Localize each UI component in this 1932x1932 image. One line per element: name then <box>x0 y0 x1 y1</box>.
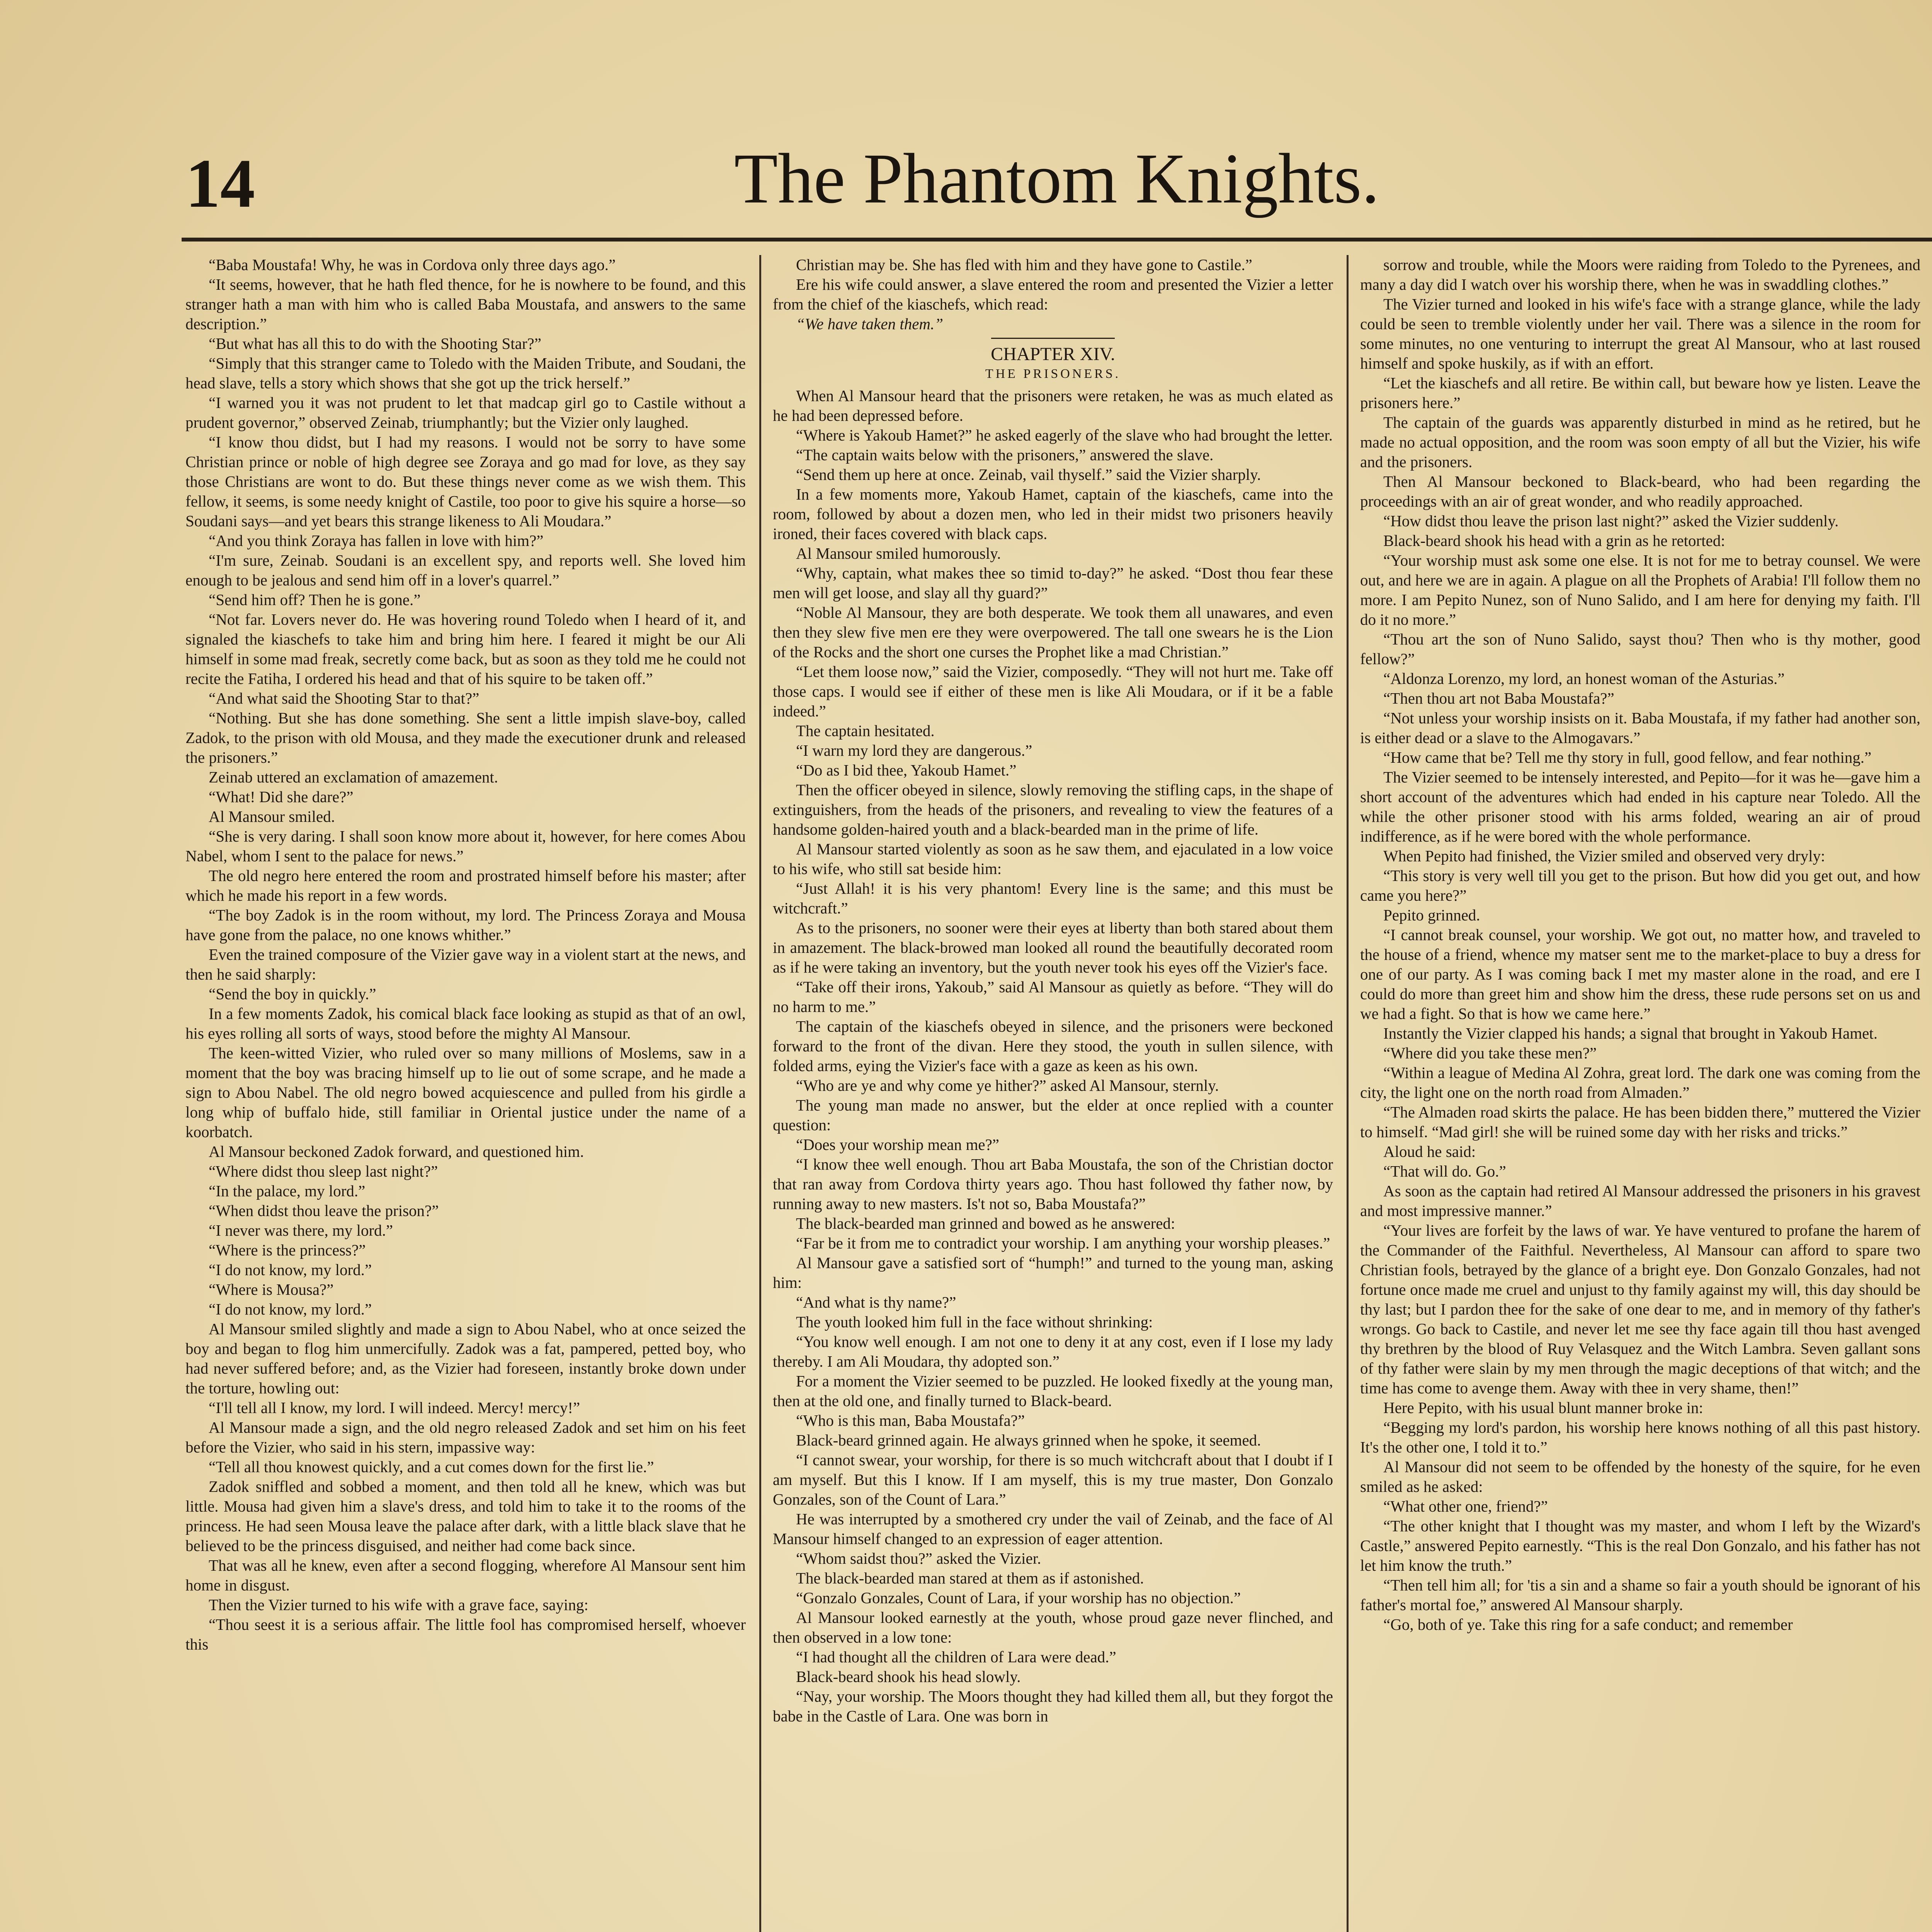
column-2-body-text <box>773 386 1333 1726</box>
paragraph: The black-bearded man stared at them as if astonished. <box>796 1569 1144 1587</box>
paragraph: “Not unless your worship insists on it. Baba Moustafa, if my father had another son, is either dead or a slave to the Almogavars.” <box>1360 709 1920 747</box>
paragraph: Al Mansour started violently as soon as he saw them, and ejaculated in a low voice to his wife, who still sat beside him: <box>773 840 1333 878</box>
paragraph: “Thou art the son of Nuno Salido, sayst thou? Then who is thy mother, good fellow?” <box>1360 630 1920 668</box>
paragraph: For a moment the Vizier seemed to be puzzled. He looked fixedly at the young man, then at the old one, and finally turned to Black-beard. <box>773 1372 1333 1410</box>
paragraph: The Vizier turned and looked in his wife's face with a strange glance, while the lady could be seen to tremble violently under her vail. There was a silence in the room for some minutes, no one venturing to interrupt the great Al Mansour, who at last roused himself and spoke huskily, as if with an effort. <box>1360 295 1920 372</box>
paragraph: “I never was there, my lord.” <box>209 1221 393 1239</box>
paragraph: “I cannot swear, your worship, for there is so much witchcraft about that I doubt if I am myself. But this I know. If I am myself, this is my true master, Don Gonzalo Gonzales, son of the Count of Lara.” <box>773 1451 1333 1508</box>
paragraph: “Let the kiaschefs and all retire. Be within call, but beware how ye listen. Leave the prisoners here.” <box>1360 374 1920 412</box>
paragraph: “How didst thou leave the prison last night?” asked the Vizier suddenly. <box>1383 512 1839 530</box>
paragraph: “Let them loose now,” said the Vizier, composedly. “They will not hurt me. Take off those caps. I would see if either of these men is like Ali Moudara, or if it be a fable indeed.” <box>773 663 1333 720</box>
paragraph: “I warned you it was not prudent to let that madcap girl go to Castile without a prudent governor,” observed Zeinab, triumphantly; but the Vizier only laughed. <box>185 394 746 431</box>
paragraph: “Where did you take these men?” <box>1383 1044 1597 1062</box>
paragraph: Then the officer obeyed in silence, slowly removing the stifling caps, in the shape of extinguishers, from the heads of the prisoners, and revealing to view the features of a handsome golden-haired youth and a black-bearded man in the prime of life. <box>773 781 1333 838</box>
paragraph: The youth looked him full in the face without shrinking: <box>796 1313 1153 1331</box>
paragraph: sorrow and trouble, while the Moors were raiding from Toledo to the Pyrenees, and many a day did I watch over his worship there, when he was in swaddling clothes.” <box>1360 256 1920 293</box>
paragraph: The black-bearded man grinned and bowed as he answered: <box>796 1214 1175 1232</box>
text-column-2 <box>773 255 1333 1932</box>
paragraph: “Nay, your worship. The Moors thought they had killed them all, but they forgot the babe in the Castle of Lara. One was born in <box>773 1687 1333 1725</box>
paragraph: “Simply that this stranger came to Toledo with the Maiden Tribute, and Soudani, the head slave, tells a story which shows that she got up the trick herself.” <box>185 354 746 392</box>
text-column-3 <box>1360 255 1920 1932</box>
paragraph: “I do not know, my lord.” <box>209 1261 372 1279</box>
paragraph: “I know thou didst, but I had my reasons. I would not be sorry to have some Christian prince or noble of high degree see Zoraya and go mad for love, as they say those Christians are wont to do. But these things never come as we wish them. This fellow, it seems, is some needy knight of Castile, too poor to give his squire a horse—so Soudani says—and yet bears this strange likeness to Ali Moudara.” <box>185 433 746 530</box>
paragraph: “Aldonza Lorenzo, my lord, an honest woman of the Asturias.” <box>1383 670 1785 687</box>
paragraph: “Take off their irons, Yakoub,” said Al Mansour as quietly as before. “They will do no harm to me.” <box>773 978 1333 1015</box>
paragraph: Al Mansour looked earnestly at the youth, whose proud gaze never flinched, and then observed in a low tone: <box>773 1609 1333 1646</box>
paragraph: “Whom saidst thou?” asked the Vizier. <box>796 1549 1041 1567</box>
paragraph: The old negro here entered the room and prostrated himself before his master; after which he made his report in a few words. <box>185 867 746 904</box>
paragraph: When Pepito had finished, the Vizier smiled and observed very dryly: <box>1383 847 1825 865</box>
paragraph: Ere his wife could answer, a slave entered the room and presented the Vizier a letter from the chief of the kiaschefs, which read: <box>773 276 1333 313</box>
chapter-rule <box>991 338 1115 339</box>
paragraph: Pepito grinned. <box>1383 906 1480 924</box>
paragraph: “Within a league of Medina Al Zohra, great lord. The dark one was coming from the city, the light one on the north road from Almaden.” <box>1360 1064 1920 1101</box>
paragraph: “She is very daring. I shall soon know more about it, however, for here comes Abou Nabel, whom I sent to the palace for news.” <box>185 827 746 865</box>
paragraph: Black-beard grinned again. He always grinned when he spoke, it seemed. <box>796 1431 1261 1449</box>
chapter-number: CHAPTER XIV. <box>991 344 1115 364</box>
paragraph: Even the trained composure of the Vizier gave way in a violent start at the news, and then he said sharply: <box>185 946 746 983</box>
paragraph: “Baba Moustafa! Why, he was in Cordova only three days ago.” <box>209 256 616 274</box>
paragraph: “I'll tell all I know, my lord. I will indeed. Mercy! mercy!” <box>209 1399 580 1417</box>
paragraph: “Send him off? Then he is gone.” <box>209 591 421 609</box>
paragraph: “The Almaden road skirts the palace. He has been bidden there,” muttered the Vizier to himself. “Mad girl! she will be ruined some day with her risks and tricks.” <box>1360 1103 1920 1141</box>
paragraph: “Where is Yakoub Hamet?” he asked eagerly of the slave who had brought the letter. <box>796 426 1333 444</box>
paragraph: Al Mansour smiled. <box>209 808 335 825</box>
paragraph: Zadok sniffled and sobbed a moment, and then told all he knew, which was but little. Mousa had given him a slave's dress, and told him to take it to the rooms of the princess. He had seen Mousa leave the palace after dark, with a little black slave that he believed to be the princess disguised, and neither had come back since. <box>185 1478 746 1554</box>
paragraph: “Where is the princess?” <box>209 1241 366 1259</box>
paragraph: “You know well enough. I am not one to deny it at any cost, even if I lose my lady thereby. I am Ali Moudara, thy adopted son.” <box>773 1333 1333 1370</box>
paragraph: Al Mansour did not seem to be offended by the honesty of the squire, for he even smiled as he asked: <box>1360 1458 1920 1495</box>
paragraph: The captain hesitated. <box>796 722 935 740</box>
paragraph: “Send the boy in quickly.” <box>209 985 376 1003</box>
paragraph: “Nothing. But she has done something. She sent a little impish slave-boy, called Zadok, to the prison with old Mousa, and they made the executioner drunk and released the prisoners.” <box>185 709 746 766</box>
paragraph: The keen-witted Vizier, who ruled over so many millions of Moslems, saw in a moment that the boy was bracing himself up to lie out of some scrape, and he made a sign to Abou Nabel. The old negro bowed acquiescence and pulled from his girdle a long whip of buffalo hide, still familiar in Oriental justice under the name of a koorbatch. <box>185 1044 746 1141</box>
paragraph: Aloud he said: <box>1383 1143 1476 1160</box>
paragraph: Al Mansour smiled slightly and made a sign to Abou Nabel, who at once seized the boy and began to flog him unmercifully. Zadok was a fat, pampered, petted boy, who had never suffered before; and, as the Vizier had foreseen, instantly broke down under the torture, howling out: <box>185 1320 746 1397</box>
paragraph: “Who are ye and why come ye hither?” asked Al Mansour, sternly. <box>796 1077 1219 1094</box>
paragraph: “And what is thy name?” <box>796 1293 956 1311</box>
paragraph: “The captain waits below with the prisoners,” answered the slave. <box>796 446 1214 464</box>
paragraph: “The boy Zadok is in the room without, my lord. The Princess Zoraya and Mousa have gone from the palace, no one knows whither.” <box>185 906 746 944</box>
paragraph: He was interrupted by a smothered cry under the vail of Zeinab, and the face of Al Mansour himself changed to an expression of eager attention. <box>773 1510 1333 1548</box>
paragraph: Black-beard shook his head with a grin as he retorted: <box>1383 532 1725 549</box>
paragraph: The captain of the kiaschefs obeyed in silence, and the prisoners were beckoned forward to the front of the divan. Here they stood, the youth in sullen silence, with folded arms, eying the Vizier's face with a gaze as keen as his own. <box>773 1017 1333 1075</box>
paragraph: “Then thou art not Baba Moustafa?” <box>1383 689 1614 707</box>
paragraph: “I cannot break counsel, your worship. We got out, no matter how, and traveled to the house of a friend, whence my matser sent me to the market-place to buy a dress for one of our party. As I was coming back I met my master alone in the road, and ere I could do more than greet him and show him the dress, these rude persons set on us and we had a fight. So that is how we came here.” <box>1360 926 1920 1022</box>
paragraph: “Begging my lord's pardon, his worship here knows nothing of all this past history. It's the other one, I told it to.” <box>1360 1418 1920 1456</box>
paragraph: The young man made no answer, but the elder at once replied with a counter question: <box>773 1096 1333 1134</box>
paragraph: “It seems, however, that he hath fled thence, for he is nowhere to be found, and this stranger hath a man with him who is called Baba Moustafa, and answers to the same description.” <box>185 276 746 333</box>
paragraph: “Why, captain, what makes thee so timid to-day?” he asked. “Dost thou fear these men will get loose, and slay all thy guard?” <box>773 564 1333 602</box>
paragraph: “And what said the Shooting Star to that?” <box>209 689 480 707</box>
letter-text: “We have taken them.” <box>796 315 944 333</box>
paragraph: Al Mansour smiled humorously. <box>796 544 1001 562</box>
paragraph: As to the prisoners, no sooner were their eyes at liberty than both stared about them in amazement. The black-browed man looked all round the beautifully decorated room as if he were taking an inventory, but the youth never took his eyes off the Vizier's face. <box>773 919 1333 976</box>
paragraph: “Do as I bid thee, Yakoub Hamet.” <box>796 761 1017 779</box>
paragraph: “Where is Mousa?” <box>209 1281 334 1298</box>
page-number: 14 <box>185 145 255 222</box>
paragraph: Then Al Mansour beckoned to Black-beard, who had been regarding the proceedings with an air of great wonder, and who readily approached. <box>1360 473 1920 510</box>
paragraph: Al Mansour made a sign, and the old negro released Zadok and set him on his feet before the Vizier, who said in his stern, impassive way: <box>185 1418 746 1456</box>
paragraph: Zeinab uttered an exclamation of amazement. <box>209 768 498 786</box>
paragraph: “Gonzalo Gonzales, Count of Lara, if your worship has no objection.” <box>796 1589 1241 1607</box>
paragraph: Black-beard shook his head slowly. <box>796 1668 1021 1685</box>
paragraph: “Thou seest it is a serious affair. The little fool has compromised herself, whoever this <box>185 1616 746 1653</box>
paragraph: Then the Vizier turned to his wife with a grave face, saying: <box>209 1596 588 1614</box>
paragraph: “Just Allah! it is his very phantom! Every line is the same; and this must be witchcraft.” <box>773 879 1333 917</box>
running-head-title: The Phantom Knights. <box>734 139 1380 218</box>
column-2-top-text <box>773 255 1333 314</box>
paragraph: “How came that be? Tell me thy story in full, good fellow, and fear nothing.” <box>1383 748 1872 766</box>
paragraph: The captain of the guards was apparently disturbed in mind as he retired, but he made no actual opposition, and the room was soon empty of all but the Vizier, his wife and the prisoners. <box>1360 413 1920 471</box>
paragraph: “I had thought all the children of Lara were dead.” <box>796 1648 1116 1666</box>
paragraph: Christian may be. She has fled with him and they have gone to Castile.” <box>796 256 1252 274</box>
paragraph: Al Mansour gave a satisfied sort of “humph!” and turned to the young man, asking him: <box>773 1254 1333 1291</box>
paragraph: “Where didst thou sleep last night?” <box>209 1162 438 1180</box>
paragraph: “Then tell him all; for 'tis a sin and a shame so fair a youth should be ignorant of his father's mortal foe,” answered Al Mansour sharply. <box>1360 1576 1920 1614</box>
column-divider <box>759 255 761 1932</box>
paragraph: “Does your worship mean me?” <box>796 1136 999 1153</box>
paragraph: “Your lives are forfeit by the laws of war. Ye have ventured to profane the harem of the Commander of the Faithful. Nevertheless, Al Mansour can afford to spare two Christian fools, betrayed by the glance of a bright eye. Don Gonzalo Gonzales, had not fortune once made me cruel and unjust to thy family against my will, this day should be thy last; but I pardon thee for the sake of one dear to me, and in memory of thy father's wrongs. Go back to Castile, and never let me see thy face again till thou hast avenged thy brethren by the blood of Ruy Velasquez and the Witch Lambra. Seven gallant sons of thy father were slain by my men through the magic deceptions of that witch; and the time has come to avenge them. Away with thee in very shame, then!” <box>1360 1221 1920 1397</box>
paragraph: Here Pepito, with his usual blunt manner broke in: <box>1383 1399 1703 1417</box>
chapter-title: THE PRISONERS. <box>985 367 1121 381</box>
paragraph: “I know thee well enough. Thou art Baba Moustafa, the son of the Christian doctor that ran away from Cordova thirty years ago. Thou hast followed thy father now, by running away to new masters. Is't not so, Baba Moustafa?” <box>773 1155 1333 1213</box>
text-column-1 <box>185 255 746 1932</box>
paragraph: “That will do. Go.” <box>1383 1162 1506 1180</box>
paragraph: “I'm sure, Zeinab. Soudani is an excellent spy, and reports well. She loved him enough to be jealous and send him off in a lover's quarrel.” <box>185 551 746 589</box>
paragraph: “Who is this man, Baba Moustafa?” <box>796 1412 1025 1429</box>
paragraph: “The other knight that I thought was my master, and whom I left by the Wizard's Castle,” answered Pepito earnestly. “This is the real Don Gonzalo, and his father has not let him know the truth.” <box>1360 1517 1920 1574</box>
paragraph: “When didst thou leave the prison?” <box>209 1202 439 1219</box>
header-rule <box>182 238 1932 242</box>
paragraph: “This story is very well till you get to the prison. But how did you get out, and how came you here?” <box>1360 867 1920 904</box>
paragraph: “What! Did she dare?” <box>209 788 354 806</box>
paragraph: As soon as the captain had retired Al Mansour addressed the prisoners in his gravest and most impressive manner.” <box>1360 1182 1920 1219</box>
paragraph: “What other one, friend?” <box>1383 1497 1548 1515</box>
paragraph: “Far be it from me to contradict your worship. I am anything your worship pleases.” <box>796 1234 1330 1252</box>
paragraph: “Your worship must ask some one else. It is not for me to betray counsel. We were out, and here we are in again. A plague on all the Prophets of Arabia! I'll follow them no more. I am Pepito Nunez, son of Nuno Salido, and I am here for denying my faith. I'll do it no more.” <box>1360 551 1920 628</box>
paragraph: Instantly the Vizier clapped his hands; a signal that brought in Yakoub Hamet. <box>1383 1024 1878 1042</box>
paragraph: “Not far. Lovers never do. He was hovering round Toledo when I heard of it, and signaled the kiaschefs to take him and bring him here. I feared it might be our Ali himself in some mad freak, secretly come back, but as soon as they told me he could not recite the Fatiha, I ordered his head and that of his squire to be taken off.” <box>185 611 746 687</box>
paragraph: In a few moments Zadok, his comical black face looking as stupid as that of an owl, his eyes rolling all sorts of ways, stood before the mighty Al Mansour. <box>185 1005 746 1042</box>
paragraph: “Send them up here at once. Zeinab, vail thyself.” said the Vizier sharply. <box>796 466 1261 483</box>
paragraph: “And you think Zoraya has fallen in love with him?” <box>209 532 544 549</box>
paragraph: “Go, both of ye. Take this ring for a safe conduct; and remember <box>1383 1616 1793 1633</box>
paragraph: “Tell all thou knowest quickly, and a cut comes down for the first lie.” <box>209 1458 654 1476</box>
paragraph: Al Mansour beckoned Zadok forward, and questioned him. <box>209 1143 584 1160</box>
paragraph: “I warn my lord they are dangerous.” <box>796 742 1032 759</box>
paragraph: “But what has all this to do with the Shooting Star?” <box>209 335 541 352</box>
paragraph: The Vizier seemed to be intensely interested, and Pepito—for it was he—gave him a short account of the adventures which had ended in his capture near Toledo. All the while the other prisoner stood with his arms folded, wearing an air of proud indifference, as if he were bored with the whole performance. <box>1360 768 1920 845</box>
paragraph: In a few moments more, Yakoub Hamet, captain of the kiaschefs, came into the room, followed by about a dozen men, who led in their midst two prisoners heavily ironed, their faces covered with black caps. <box>773 485 1333 543</box>
paragraph: That was all he knew, even after a second flogging, wherefore Al Mansour sent him home in disgust. <box>185 1556 746 1594</box>
paragraph: “I do not know, my lord.” <box>209 1300 372 1318</box>
paragraph: “In the palace, my lord.” <box>209 1182 366 1200</box>
column-divider <box>1347 255 1349 1932</box>
paragraph: When Al Mansour heard that the prisoners were retaken, he was as much elated as he had been depressed before. <box>773 387 1333 424</box>
paragraph: “Noble Al Mansour, they are both desperate. We took them all unawares, and even then they slew five men ere they were overpowered. The tall one swears he is the Lion of the Rocks and the short one curses the Prophet like a mad Christian.” <box>773 604 1333 661</box>
